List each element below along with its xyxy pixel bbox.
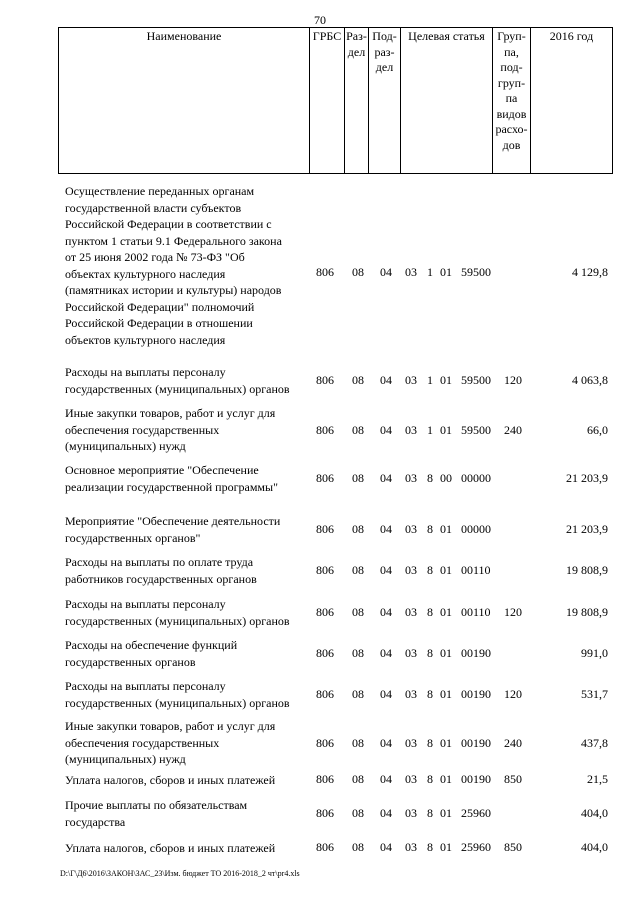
header-year-label: 2016 год — [549, 29, 594, 43]
target-direction-cell: 59500 — [461, 265, 491, 279]
target-subprogram-cell: 8 — [427, 840, 433, 854]
expense-type-cell: 850 — [504, 772, 522, 786]
grbs-cell: 806 — [316, 806, 334, 820]
target-direction-cell: 00000 — [461, 471, 491, 485]
razdel-cell: 08 — [352, 563, 364, 577]
target-subprogram-cell: 8 — [427, 687, 433, 701]
row-name-cell: Иные закупки товаров, работ и услуг для обеспечения государственных (муниципальных) нужд — [65, 719, 276, 766]
target-program-cell: 03 — [405, 265, 417, 279]
target-direction-cell: 00190 — [461, 646, 491, 660]
amount-2016-cell: 437,8 — [581, 736, 608, 750]
target-event-cell: 01 — [440, 423, 452, 437]
row-name-cell: Расходы на выплаты по оплате труда работников государственных органов — [65, 555, 257, 586]
podrazdel-cell: 04 — [380, 736, 392, 750]
target-subprogram-cell: 8 — [427, 471, 433, 485]
header-target-label: Целевая статья — [408, 29, 485, 43]
target-subprogram-cell: 8 — [427, 522, 433, 536]
grbs-cell: 806 — [316, 471, 334, 485]
header-target-cell — [401, 28, 493, 173]
target-event-cell: 01 — [440, 736, 452, 750]
razdel-cell: 08 — [352, 265, 364, 279]
target-event-cell: 01 — [440, 687, 452, 701]
grbs-cell: 806 — [316, 265, 334, 279]
target-subprogram-cell: 8 — [427, 736, 433, 750]
target-direction-cell: 25960 — [461, 840, 491, 854]
target-direction-cell: 00190 — [461, 687, 491, 701]
header-razdel-cell — [345, 28, 369, 173]
header-razdel-label: Раз- дел — [346, 29, 367, 59]
razdel-cell: 08 — [352, 772, 364, 786]
expense-type-cell: 240 — [504, 423, 522, 437]
razdel-cell: 08 — [352, 687, 364, 701]
podrazdel-cell: 04 — [380, 840, 392, 854]
grbs-cell: 806 — [316, 840, 334, 854]
expense-type-cell: 120 — [504, 687, 522, 701]
podrazdel-cell: 04 — [380, 605, 392, 619]
grbs-cell: 806 — [316, 605, 334, 619]
target-program-cell: 03 — [405, 806, 417, 820]
header-year-cell — [531, 28, 612, 173]
amount-2016-cell: 991,0 — [581, 646, 608, 660]
razdel-cell: 08 — [352, 806, 364, 820]
row-name-cell: Уплата налогов, сборов и иных платежей — [65, 841, 276, 855]
target-direction-cell: 00110 — [461, 563, 491, 577]
row-name-cell: Расходы на выплаты персоналу государственных (муниципальных) органов — [65, 597, 290, 628]
amount-2016-cell: 4 063,8 — [572, 373, 608, 387]
podrazdel-cell: 04 — [380, 265, 392, 279]
amount-2016-cell: 66,0 — [587, 423, 608, 437]
razdel-cell: 08 — [352, 646, 364, 660]
target-event-cell: 01 — [440, 522, 452, 536]
row-name-cell: Расходы на обеспечение функций государственных органов — [65, 638, 238, 669]
target-subprogram-cell: 8 — [427, 563, 433, 577]
podrazdel-cell: 04 — [380, 423, 392, 437]
podrazdel-cell: 04 — [380, 471, 392, 485]
header-podrazdel-label: Под- раз- дел — [372, 29, 397, 74]
amount-2016-cell: 19 808,9 — [566, 563, 608, 577]
grbs-cell: 806 — [316, 373, 334, 387]
amount-2016-cell: 4 129,8 — [572, 265, 608, 279]
target-event-cell: 01 — [440, 840, 452, 854]
podrazdel-cell: 04 — [380, 563, 392, 577]
target-event-cell: 01 — [440, 563, 452, 577]
grbs-cell: 806 — [316, 736, 334, 750]
table-header — [58, 27, 613, 174]
podrazdel-cell: 04 — [380, 687, 392, 701]
expense-type-cell: 120 — [504, 605, 522, 619]
grbs-cell: 806 — [316, 423, 334, 437]
row-name-cell: Уплата налогов, сборов и иных платежей — [65, 773, 276, 787]
expense-type-cell: 240 — [504, 736, 522, 750]
amount-2016-cell: 404,0 — [581, 840, 608, 854]
target-direction-cell: 00190 — [461, 736, 491, 750]
row-name-cell: Основное мероприятие "Обеспечение реализации государственной программы" — [65, 463, 278, 494]
target-program-cell: 03 — [405, 772, 417, 786]
target-subprogram-cell: 1 — [427, 423, 433, 437]
razdel-cell: 08 — [352, 522, 364, 536]
amount-2016-cell: 404,0 — [581, 806, 608, 820]
target-program-cell: 03 — [405, 840, 417, 854]
header-vr-label: Груп- па, под- груп- па видов расхо- дов — [495, 29, 528, 152]
target-direction-cell: 25960 — [461, 806, 491, 820]
row-name-cell: Расходы на выплаты персоналу государственных (муниципальных) органов — [65, 679, 290, 710]
row-name-cell: Осуществление переданных органам государственной власти субъектов Российской Федерации в соответствии с пунктом 1 статьи 9.1 Федерального закона от 25 июня 2002 года № 73-ФЗ "Об объектах культурного наследия (памятниках истории и культуры) народов Российской Федерации" полномочий Российской Федерации в отношении объектов культурного наследия — [65, 184, 282, 347]
amount-2016-cell: 531,7 — [581, 687, 608, 701]
razdel-cell: 08 — [352, 423, 364, 437]
target-program-cell: 03 — [405, 736, 417, 750]
target-subprogram-cell: 1 — [427, 265, 433, 279]
header-name-cell — [59, 28, 310, 173]
target-subprogram-cell: 1 — [427, 373, 433, 387]
grbs-cell: 806 — [316, 687, 334, 701]
expense-type-cell: 850 — [504, 840, 522, 854]
target-event-cell: 01 — [440, 806, 452, 820]
file-path-footer: D:\Г\Д6\2016\ЗАКОН\ЗАС_23\Изм. бюджет ТО 2016-2018_2 чт\pr4.xls — [60, 869, 300, 878]
target-program-cell: 03 — [405, 423, 417, 437]
row-name-cell: Расходы на выплаты персоналу государственных (муниципальных) органов — [65, 365, 290, 396]
target-direction-cell: 00190 — [461, 772, 491, 786]
target-program-cell: 03 — [405, 687, 417, 701]
amount-2016-cell: 21 203,9 — [566, 522, 608, 536]
grbs-cell: 806 — [316, 563, 334, 577]
amount-2016-cell: 19 808,9 — [566, 605, 608, 619]
razdel-cell: 08 — [352, 373, 364, 387]
grbs-cell: 806 — [316, 772, 334, 786]
target-event-cell: 01 — [440, 605, 452, 619]
target-event-cell: 01 — [440, 646, 452, 660]
row-name-cell: Прочие выплаты по обязательствам государства — [65, 798, 248, 829]
amount-2016-cell: 21 203,9 — [566, 471, 608, 485]
razdel-cell: 08 — [352, 605, 364, 619]
target-program-cell: 03 — [405, 605, 417, 619]
header-name-label: Наименование — [146, 29, 222, 43]
page-number: 70 — [314, 13, 326, 27]
podrazdel-cell: 04 — [380, 806, 392, 820]
header-grbs-cell — [310, 28, 345, 173]
podrazdel-cell: 04 — [380, 646, 392, 660]
amount-2016-cell: 21,5 — [587, 772, 608, 786]
podrazdel-cell: 04 — [380, 373, 392, 387]
target-subprogram-cell: 8 — [427, 605, 433, 619]
target-program-cell: 03 — [405, 646, 417, 660]
razdel-cell: 08 — [352, 471, 364, 485]
grbs-cell: 806 — [316, 646, 334, 660]
header-grbs-label: ГРБС — [312, 29, 342, 43]
row-name-cell: Мероприятие "Обеспечение деятельности государственных органов" — [65, 514, 281, 545]
razdel-cell: 08 — [352, 840, 364, 854]
target-direction-cell: 00000 — [461, 522, 491, 536]
target-program-cell: 03 — [405, 563, 417, 577]
row-name-cell: Иные закупки товаров, работ и услуг для обеспечения государственных (муниципальных) нужд — [65, 406, 276, 453]
expense-type-cell: 120 — [504, 373, 522, 387]
target-event-cell: 01 — [440, 772, 452, 786]
razdel-cell: 08 — [352, 736, 364, 750]
header-podrazdel-cell — [369, 28, 401, 173]
target-program-cell: 03 — [405, 522, 417, 536]
target-subprogram-cell: 8 — [427, 806, 433, 820]
target-direction-cell: 59500 — [461, 373, 491, 387]
target-direction-cell: 00110 — [461, 605, 491, 619]
target-program-cell: 03 — [405, 471, 417, 485]
target-subprogram-cell: 8 — [427, 772, 433, 786]
podrazdel-cell: 04 — [380, 522, 392, 536]
header-vr-cell — [493, 28, 531, 173]
target-event-cell: 01 — [440, 265, 452, 279]
target-direction-cell: 59500 — [461, 423, 491, 437]
target-subprogram-cell: 8 — [427, 646, 433, 660]
target-event-cell: 01 — [440, 373, 452, 387]
grbs-cell: 806 — [316, 522, 334, 536]
target-event-cell: 00 — [440, 471, 452, 485]
target-program-cell: 03 — [405, 373, 417, 387]
podrazdel-cell: 04 — [380, 772, 392, 786]
